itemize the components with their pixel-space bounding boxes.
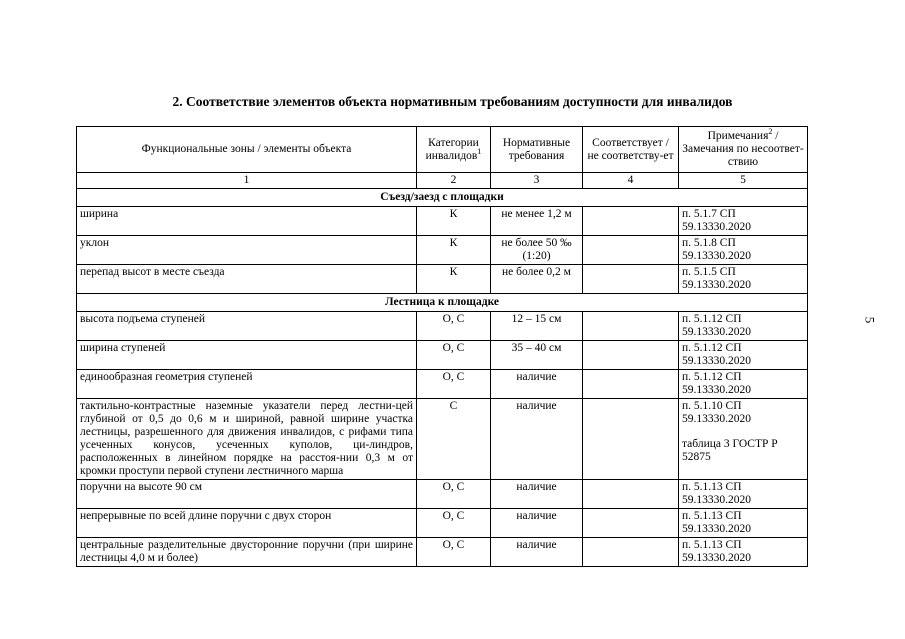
note-cell bbox=[679, 341, 808, 370]
header-elements: Функциональные зоны / элементы объекта bbox=[77, 127, 417, 173]
table-header-row bbox=[77, 127, 808, 173]
note-reference: п. 5.1.13 СП 59.13330.2020 bbox=[682, 539, 751, 564]
requirement-cell: наличие bbox=[491, 480, 583, 509]
note-cell bbox=[679, 265, 808, 294]
table-row bbox=[77, 236, 808, 265]
category-cell: О, С bbox=[417, 480, 491, 509]
complies-cell bbox=[583, 370, 679, 399]
note-reference-secondary: таблица 3 ГОСТР Р 52875 bbox=[682, 438, 778, 463]
category-cell: О, С bbox=[417, 312, 491, 341]
note-reference: п. 5.1.12 СП 59.13330.2020 bbox=[682, 342, 751, 367]
element-cell: ширина ступеней bbox=[77, 341, 417, 370]
complies-cell bbox=[583, 207, 679, 236]
requirement-cell: не более 50 ‰ (1:20) bbox=[491, 236, 583, 265]
note-cell bbox=[679, 236, 808, 265]
category-cell: О, С bbox=[417, 341, 491, 370]
header-requirements-line2: требования bbox=[508, 149, 565, 162]
table-body bbox=[77, 189, 808, 567]
note-cell bbox=[679, 207, 808, 236]
col-number: 1 bbox=[77, 173, 417, 189]
note-reference: п. 5.1.13 СП 59.13330.2020 bbox=[682, 481, 751, 506]
table-row bbox=[77, 509, 808, 538]
table-row bbox=[77, 341, 808, 370]
requirement-cell: наличие bbox=[491, 370, 583, 399]
note-reference: п. 5.1.7 СП 59.13330.2020 bbox=[682, 208, 751, 233]
category-cell: К bbox=[417, 207, 491, 236]
category-cell: С bbox=[417, 399, 491, 480]
header-categories bbox=[417, 127, 491, 173]
element-cell: единообразная геометрия ступеней bbox=[77, 370, 417, 399]
header-notes-line2: / Замечания по несоответ-ствию bbox=[682, 130, 804, 168]
section-title: Лестница к площадке bbox=[77, 294, 808, 312]
header-requirements-line1: Нормативные bbox=[502, 136, 571, 149]
note-cell bbox=[679, 312, 808, 341]
element-cell: центральные разделительные двусторонние поручни (при ширине лестницы 4,0 м и более) bbox=[77, 538, 417, 567]
table-row bbox=[77, 312, 808, 341]
requirement-cell: не более 0,2 м bbox=[491, 265, 583, 294]
page-number: 5 bbox=[862, 316, 878, 324]
complies-cell bbox=[583, 399, 679, 480]
section-title: Съезд/заезд с площадки bbox=[77, 189, 808, 207]
category-cell: К bbox=[417, 265, 491, 294]
note-reference: п. 5.1.10 СП 59.13330.2020 bbox=[682, 400, 751, 425]
note-reference: п. 5.1.5 СП 59.13330.2020 bbox=[682, 266, 751, 291]
requirement-cell: наличие bbox=[491, 509, 583, 538]
section-row bbox=[77, 294, 808, 312]
note-cell bbox=[679, 399, 808, 480]
note-cell bbox=[679, 509, 808, 538]
requirement-cell: 35 – 40 см bbox=[491, 341, 583, 370]
page-title: 2. Соответствие элементов объекта нормативным требованиям доступности для инвалидов bbox=[172, 94, 733, 109]
note-cell bbox=[679, 480, 808, 509]
footnote-ref: 2 bbox=[768, 127, 773, 137]
complies-cell bbox=[583, 480, 679, 509]
complies-cell bbox=[583, 265, 679, 294]
complies-cell bbox=[583, 312, 679, 341]
element-cell: уклон bbox=[77, 236, 417, 265]
element-cell: поручни на высоте 90 см bbox=[77, 480, 417, 509]
footnote-ref: 1 bbox=[477, 146, 482, 156]
note-reference: п. 5.1.12 СП 59.13330.2020 bbox=[682, 371, 751, 396]
header-notes bbox=[679, 127, 808, 173]
header-complies: Соответствует / не соответству-ет bbox=[583, 127, 679, 173]
column-number-row bbox=[77, 173, 808, 189]
complies-cell bbox=[583, 509, 679, 538]
requirement-cell: не менее 1,2 м bbox=[491, 207, 583, 236]
complies-cell bbox=[583, 236, 679, 265]
accessibility-table bbox=[76, 126, 808, 567]
category-cell: К bbox=[417, 236, 491, 265]
element-cell: ширина bbox=[77, 207, 417, 236]
category-cell: О, С bbox=[417, 370, 491, 399]
col-number: 4 bbox=[583, 173, 679, 189]
table-row bbox=[77, 399, 808, 480]
table-row bbox=[77, 265, 808, 294]
section-row bbox=[77, 189, 808, 207]
note-reference: п. 5.1.12 СП 59.13330.2020 bbox=[682, 313, 751, 338]
note-cell bbox=[679, 370, 808, 399]
col-number: 5 bbox=[679, 173, 808, 189]
requirement-cell: наличие bbox=[491, 399, 583, 480]
header-categories-line1: Категории bbox=[428, 136, 479, 149]
note-cell bbox=[679, 538, 808, 567]
col-number: 3 bbox=[491, 173, 583, 189]
col-number: 2 bbox=[417, 173, 491, 189]
table-row bbox=[77, 207, 808, 236]
note-reference: п. 5.1.13 СП 59.13330.2020 bbox=[682, 510, 751, 535]
note-reference: п. 5.1.8 СП 59.13330.2020 bbox=[682, 237, 751, 262]
element-cell: тактильно-контрастные наземные указатели перед лестни-цей глубиной от 0,5 до 0,6 м и шириной, равной ширине участка лестницы, разрешенного для движения инвалидов, с рифами типа усеченных конусов, усеченных куполов, ци-линдров, расположенных в линейном порядке на расстоя-нии 0,3 м от кромки проступи первой ступени лестничного марша bbox=[77, 399, 417, 480]
requirement-cell: наличие bbox=[491, 538, 583, 567]
table-row bbox=[77, 538, 808, 567]
element-cell: перепад высот в месте съезда bbox=[77, 265, 417, 294]
header-notes-line1: Примечания bbox=[707, 130, 769, 142]
complies-cell bbox=[583, 538, 679, 567]
header-categories-line2: инвалидов bbox=[425, 149, 478, 162]
header-requirements bbox=[491, 127, 583, 173]
category-cell: О, С bbox=[417, 538, 491, 567]
table-row bbox=[77, 480, 808, 509]
table-row bbox=[77, 370, 808, 399]
requirement-cell: 12 – 15 см bbox=[491, 312, 583, 341]
category-cell: О, С bbox=[417, 509, 491, 538]
element-cell: непрерывные по всей длине поручни с двух сторон bbox=[77, 509, 417, 538]
element-cell: высота подъема ступеней bbox=[77, 312, 417, 341]
complies-cell bbox=[583, 341, 679, 370]
